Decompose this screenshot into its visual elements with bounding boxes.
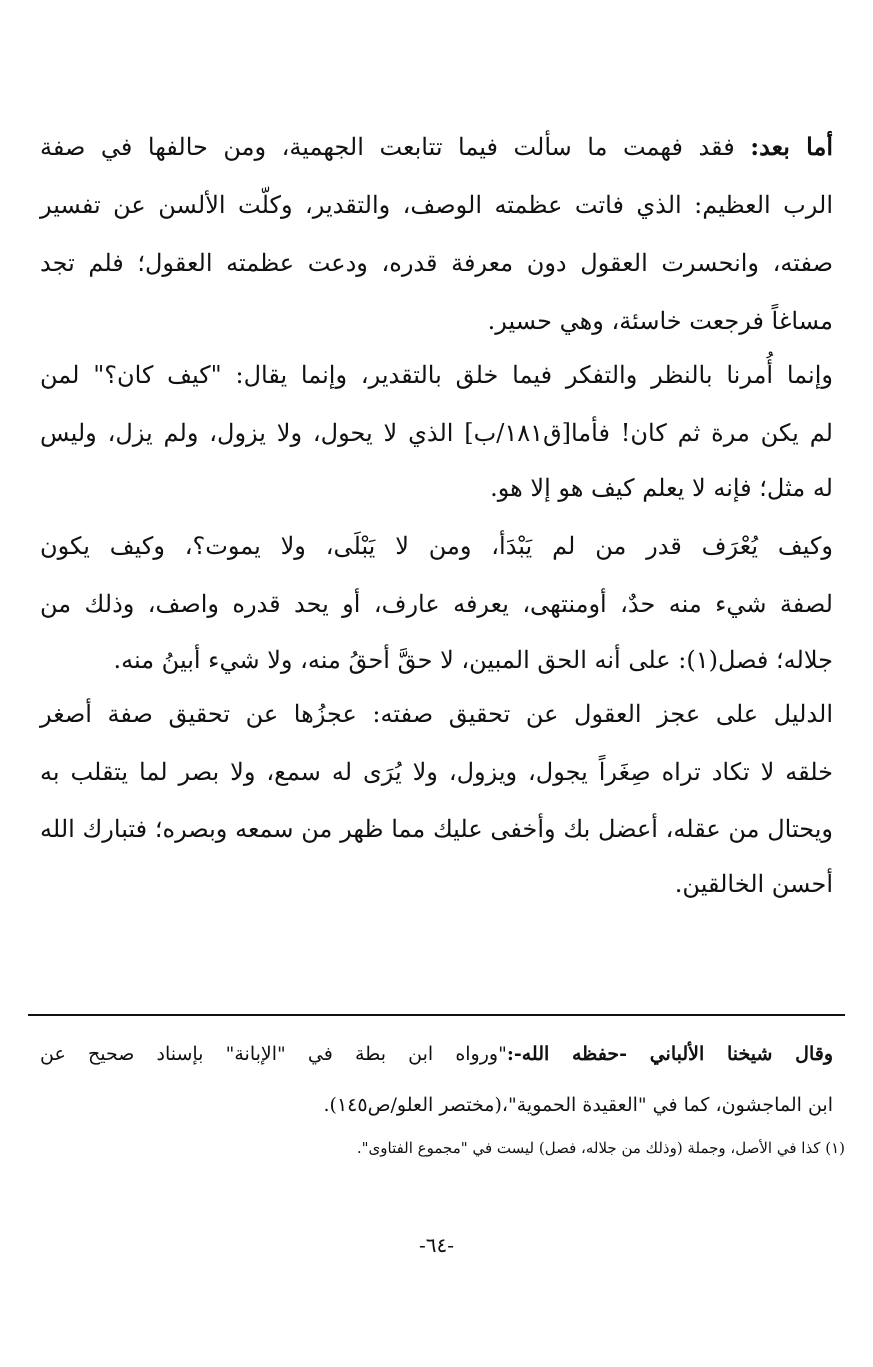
body-line: وإنما أُمرنا بالنظر والتفكر فيما خلق بالتقدير، وإنما يقال: "كيف كان؟" لمن [40, 361, 833, 389]
body-line: له مثل؛ فإنه لا يعلم كيف هو إلا هو. [490, 474, 833, 502]
page-number: -٦٤- [418, 1233, 454, 1257]
body-line: أحسن الخالقين. [674, 870, 833, 898]
editor-note-line: ابن الماجشون، كما في "العقيدة الحموية"،(مختصر العلو/ص١٤٥). [323, 1094, 833, 1116]
body-line: أما بعد: فقد فهمت ما سألت فيما تتابعت الجهمية، ومن حالفها في صفة [40, 132, 834, 161]
footnote-divider [28, 1014, 845, 1016]
body-line: لم يكن مرة ثم كان! فأما[ق١٨١/ب] الذي لا يحول، ولا يزول، ولم يزل، وليس [40, 419, 833, 447]
body-line: الرب العظيم: الذي فاتت عظمته الوصف، والتقدير، وكلّت الألسن عن تفسير [40, 191, 833, 219]
body-line: الدليل على عجز العقول عن تحقيق صفته: عجزُها عن تحقيق صفة أصغر [40, 700, 833, 728]
editor-note-line: وقال شيخنا الألباني -حفظه الله-:"ورواه ابن بطة في "الإبانة" بإسناد صحيح عن [40, 1043, 833, 1065]
body-line: لصفة شيء منه حدٌ، أومنتهى، يعرفه عارف، أو يحد قدره واصف، وذلك من [40, 590, 833, 618]
footnote: (١) كذا في الأصل، وجملة (وذلك من جلاله، فصل) ليست في "مجموع الفتاوى". [356, 1139, 845, 1157]
body-line: ويحتال من عقله، أعضل بك وأخفى عليك مما ظهر من سمعه وبصره؛ فتبارك الله [40, 815, 833, 843]
body-line: صفته، وانحسرت العقول دون معرفة قدره، ودعت عظمته العقول؛ فلم تجد [40, 249, 833, 277]
body-line: مساغاً فرجعت خاسئة، وهي حسير. [487, 307, 833, 335]
body-line: جلاله؛ فصل(١): على أنه الحق المبين، لا حقَّ أحقُ منه، ولا شيء أبينُ منه. [113, 646, 833, 674]
body-line: وكيف يُعْرَف قدر من لم يَبْدَأ، ومن لا يَبْلَى، ولا يموت؟، وكيف يكون [40, 532, 833, 560]
editor-note-lead: وقال شيخنا الألباني -حفظه الله-: [506, 1043, 833, 1065]
body-line: خلقه لا تكاد تراه صِغَراً يجول، ويزول، ولا يُرَى له سمع، ولا بصر لما يتقلب به [40, 758, 833, 786]
section-lead: أما بعد: [750, 132, 834, 161]
